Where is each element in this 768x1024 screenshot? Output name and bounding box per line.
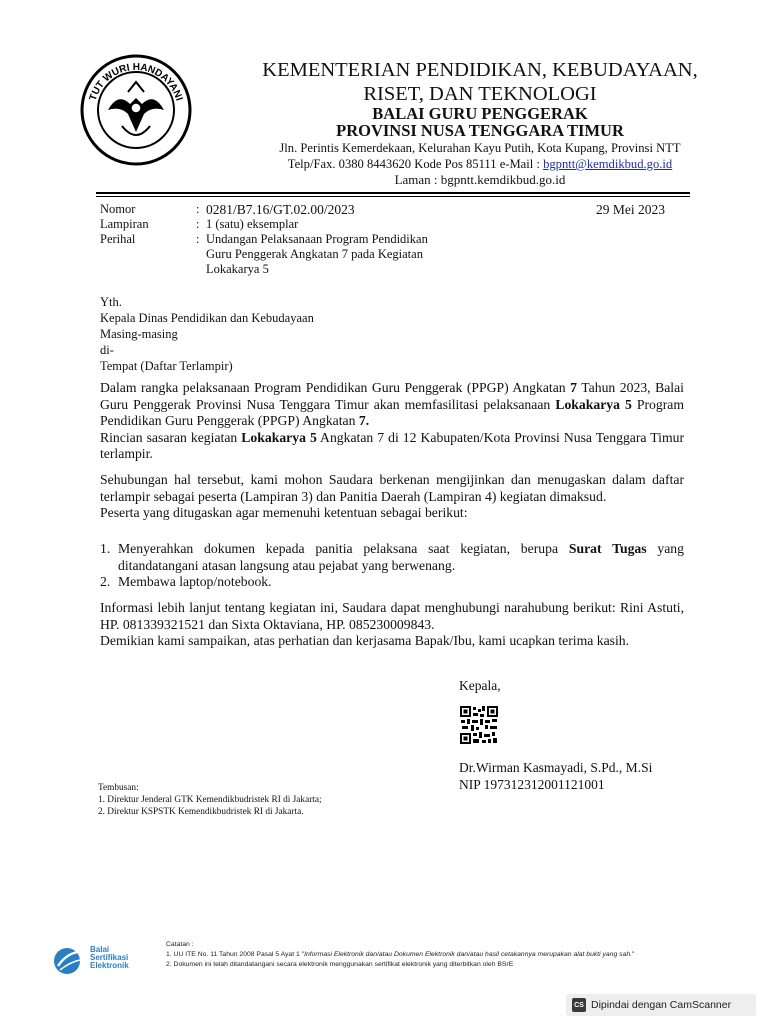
text-run: 1. UU ITE No. 11 Tahun 2008 Pasal 5 Ayat 1 " bbox=[166, 951, 305, 958]
footer-note: 2. Dokumen ini telah ditandatangani secara elektronik menggunakan sertifikat elektronik yang diterbitkan oleh BSrE bbox=[166, 961, 514, 968]
letterhead-divider-thin bbox=[96, 196, 690, 197]
tembusan-item: 1. Direktur Jenderal GTK Kemendikbudristek RI di Jakarta; bbox=[98, 794, 322, 805]
qr-code bbox=[459, 705, 499, 745]
catatan-label: Catatan : bbox=[166, 941, 194, 948]
text-run: Informasi lebih lanjut tentang kegiatan ini, Saudara dapat menghubungi narahubung berikut: Rini Astuti, HP. 081339321521 dan Sixta Oktaviana, HP. 085230009843. bbox=[100, 600, 684, 632]
text-run: Peserta yang ditugaskan agar memenuhi ketentuan sebagai berikut: bbox=[100, 505, 468, 520]
text-run: yang ditandatangani atasan langsung atau pejabat yang berwenang. bbox=[118, 541, 684, 573]
perihal-line: Lokakarya 5 bbox=[206, 262, 269, 276]
bsre-logo-icon bbox=[52, 946, 86, 981]
email-link[interactable]: bgpntt@kemdikbud.go.id bbox=[543, 157, 673, 171]
perihal-line: Guru Penggerak Angkatan 7 pada Kegiatan bbox=[206, 247, 423, 261]
camscanner-badge bbox=[566, 994, 756, 1016]
addressee-line: Tempat (Daftar Terlampir) bbox=[100, 359, 233, 373]
text-run: Rincian sasaran kegiatan bbox=[100, 429, 242, 445]
perihal-value bbox=[206, 232, 496, 277]
nomor-value: 0281/B7.16/GT.02.00/2023 bbox=[206, 202, 355, 217]
qr-code-image bbox=[459, 705, 499, 745]
phone-fax: Telp/Fax. 0380 8443620 Kode Pos 85111 e-Mail : bbox=[287, 157, 544, 171]
office-name: BALAI GURU PENGGERAK bbox=[372, 104, 588, 123]
text-run: Tahun 2023, Balai Guru Penggerak Provinsi Nusa Tenggara Timur akan memfasilitasi pelaksanaan bbox=[100, 380, 684, 412]
text-run: Menyerahkan dokumen kepada panitia pelaksana saat kegiatan, berupa bbox=[118, 541, 569, 556]
province-name: PROVINSI NUSA TENGGARA TIMUR bbox=[336, 121, 624, 140]
paragraph-intro bbox=[100, 380, 684, 463]
text-run: Dalam rangka pelaksanaan Program Pendidikan Guru Penggerak (PPGP) Angkatan bbox=[100, 380, 571, 395]
signatory bbox=[459, 760, 652, 793]
text-run: Demikian kami sampaikan, atas perhatian dan kerjasama Bapak/Ibu, kami ucapkan terima kasih. bbox=[100, 633, 630, 648]
footer-note bbox=[166, 950, 736, 960]
lampiran-value: 1 (satu) eksemplar bbox=[206, 217, 299, 231]
addressee bbox=[100, 294, 314, 374]
addressee-line: Masing-masing bbox=[100, 327, 178, 341]
bsre-text-line: Sertifikasi bbox=[90, 953, 129, 962]
addressee-line: di- bbox=[100, 343, 114, 357]
nomor-label: Nomor bbox=[100, 202, 136, 216]
list-number: 2. bbox=[100, 574, 111, 589]
letterhead-divider bbox=[96, 192, 690, 194]
camscanner-icon: CS bbox=[572, 998, 586, 1012]
text-run: Sehubungan hal tersebut, kami mohon Saudara berkenan mengijinkan dan menugaskan dalam daftar terlampir sebagai peserta (Lampiran 3) dan Panitia Daerah (Lampiran 4) kegiatan dimaksud. bbox=[100, 472, 684, 504]
bsre-wordmark bbox=[90, 946, 129, 970]
addressee-line: Kepala Dinas Pendidikan dan Kebudayaan bbox=[100, 311, 314, 325]
text-run-bold: 7 bbox=[570, 380, 577, 395]
text-run-bold: Surat Tugas bbox=[568, 541, 647, 556]
paragraph-contact bbox=[100, 600, 684, 650]
perihal-label: Perihal bbox=[100, 232, 136, 246]
list-item-text bbox=[118, 541, 684, 574]
camscanner-label: Dipindai dengan CamScanner bbox=[591, 999, 732, 1011]
list-item-text: Membawa laptop/notebook. bbox=[118, 574, 272, 589]
lampiran-label: Lampiran bbox=[100, 217, 149, 231]
ministry-name-line2: RISET, DAN TEKNOLOGI bbox=[363, 83, 597, 105]
colon: : bbox=[196, 217, 200, 231]
colon: : bbox=[196, 232, 200, 246]
text-run: " bbox=[632, 951, 635, 958]
ministry-name-line1: KEMENTERIAN PENDIDIKAN, KEBUDAYAAN, bbox=[262, 59, 698, 81]
footer-notes bbox=[166, 940, 736, 970]
signatory-name: Dr.Wirman Kasmayadi, S.Pd., M.Si bbox=[459, 760, 653, 775]
tembusan-item: 2. Direktur KSPSTK Kemendikbudristek RI di Jakarta. bbox=[98, 806, 304, 817]
tembusan bbox=[98, 783, 322, 818]
addressee-line: Yth. bbox=[100, 295, 122, 309]
text-run: Program Pendidikan Guru Penggerak (PPGP) Angkatan bbox=[100, 396, 685, 428]
letter-date: 29 Mei 2023 bbox=[596, 202, 665, 217]
text-run-bold: 7. bbox=[358, 413, 370, 428]
perihal-line: Undangan Pelaksanaan Program Pendidikan bbox=[206, 232, 428, 246]
list-item bbox=[100, 574, 684, 591]
signature-title: Kepala, bbox=[459, 678, 501, 693]
signatory-nip: NIP 197312312001121001 bbox=[459, 776, 605, 792]
office-address: Jln. Perintis Kemerdekaan, Kelurahan Kayu Putih, Kota Kupang, Provinsi NTT bbox=[279, 141, 681, 155]
tembusan-label: Tembusan: bbox=[98, 783, 139, 793]
text-run-bold: Lokakarya 5 bbox=[555, 396, 632, 412]
list-number: 1. bbox=[100, 541, 111, 556]
text-run-bold: Lokakarya 5 bbox=[241, 429, 317, 445]
svg-text:TUT WURI HANDAYANI: TUT WURI HANDAYANI bbox=[87, 61, 185, 103]
office-website: Laman : bgpntt.kemdikbud.go.id bbox=[394, 172, 566, 187]
list-item bbox=[100, 541, 684, 574]
paragraph-request bbox=[100, 472, 684, 522]
colon: : bbox=[196, 202, 200, 216]
office-contact bbox=[200, 156, 760, 172]
tut-wuri-handayani-logo bbox=[78, 52, 194, 168]
bsre-text-line: Elektronik bbox=[90, 961, 129, 970]
text-run-italic: Informasi Elektronik dan/atau Dokumen Elektronik dan/atau hasil cetakannya merupakan alat bukti yang sah. bbox=[304, 951, 633, 958]
requirements-list bbox=[100, 541, 684, 591]
bsre-text-line: Balai bbox=[90, 945, 110, 954]
text-run: Angkatan 7 di 12 Kabupaten/Kota Provinsi Nusa Tenggara Timur terlampir. bbox=[100, 429, 684, 461]
